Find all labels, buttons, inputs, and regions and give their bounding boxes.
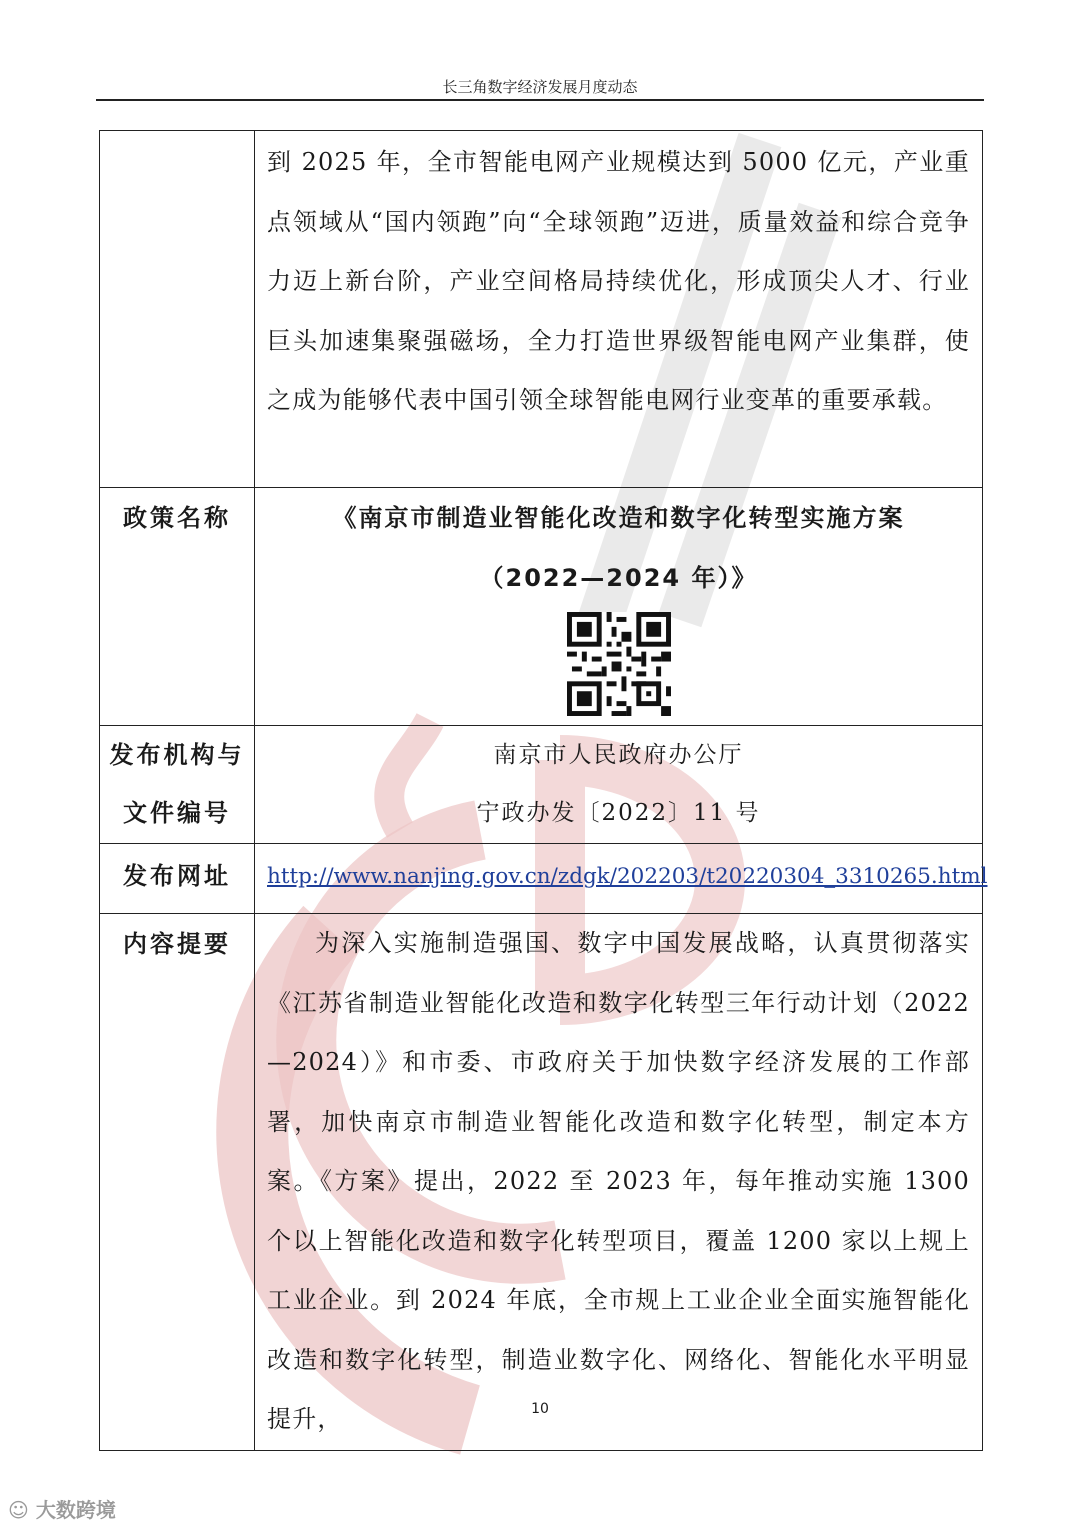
policy-name-label-cell bbox=[100, 488, 255, 726]
url-content-cell bbox=[255, 844, 988, 914]
policy-name-content-cell bbox=[255, 488, 983, 726]
summary-paragraph: 为深入实施制造强国、数字中国发展战略，认真贯彻落实《江苏省制造业智能化改造和数字化转型三年行动计划（2022—2024）》和市委、市政府关于加快数字经济发展的工作部署，加快南京市制造业智能化改造和数字化转型，制定本方案。《方案》提出，2022 至 2023 年，每年推动实施 1300 个以上智能化改造和数字化转型项目，覆盖 1200 家以上规上工业企业。到 2024 年底，全市规上工业企业全面实施智能化改造和数字化转型，制造业数字化、网络化、智能化水平明显提升， bbox=[267, 929, 970, 1433]
summary-label: 内容提要 bbox=[123, 930, 231, 958]
document-number: 宁政办发〔2022〕11 号 bbox=[476, 800, 761, 826]
page-number: 10 bbox=[531, 1401, 549, 1417]
policy-table bbox=[99, 130, 988, 1451]
issuer-label-line2: 文件编号 bbox=[123, 799, 231, 827]
policy-name-row bbox=[100, 488, 983, 726]
summary-content-cell bbox=[255, 914, 983, 1451]
qr-code-icon[interactable] bbox=[567, 612, 671, 716]
running-header: 长三角数字经济发展月度动态 bbox=[442, 78, 638, 96]
summary-row bbox=[100, 914, 983, 1451]
policy-title-line2: （2022—2024 年）》 bbox=[479, 564, 758, 592]
url-row bbox=[100, 844, 983, 914]
url-label: 发布网址 bbox=[123, 862, 231, 890]
brand-logo bbox=[8, 1494, 116, 1523]
continuation-paragraph: 到 2025 年，全市智能电网产业规模达到 5000 亿元，产业重点领域从“国内领跑”向“全球领跑”迈进，质量效益和综合竞争力迈上新台阶，产业空间格局持续优化，形成顶尖人才、行业巨头加速集聚强磁场，全力打造世界级智能电网产业集群，使之成为能够代表中国引领全球智能电网行业变革的重要承载。 bbox=[267, 148, 970, 414]
url-label-cell bbox=[100, 844, 255, 914]
issuing-agency: 南京市人民政府办公厅 bbox=[493, 742, 744, 768]
summary-label-cell bbox=[100, 914, 255, 1451]
issuer-label-cell bbox=[100, 726, 255, 844]
issuer-row bbox=[100, 726, 983, 844]
brand-mark-icon: ☺ bbox=[8, 1498, 29, 1522]
policy-name-label: 政策名称 bbox=[123, 504, 231, 532]
continuation-row bbox=[100, 131, 983, 488]
continuation-content-cell bbox=[255, 131, 983, 488]
issuer-content-cell bbox=[255, 726, 983, 844]
continuation-label-cell bbox=[100, 131, 255, 488]
policy-url-link[interactable]: http://www.nanjing.gov.cn/zdgk/202203/t20220304_3310265.html bbox=[267, 864, 988, 889]
brand-name: 大数跨境 bbox=[35, 1498, 116, 1522]
issuer-label-line1: 发布机构与 bbox=[109, 741, 245, 769]
header-divider bbox=[96, 99, 984, 101]
policy-title-line1: 《南京市制造业智能化改造和数字化转型实施方案 bbox=[332, 504, 905, 532]
